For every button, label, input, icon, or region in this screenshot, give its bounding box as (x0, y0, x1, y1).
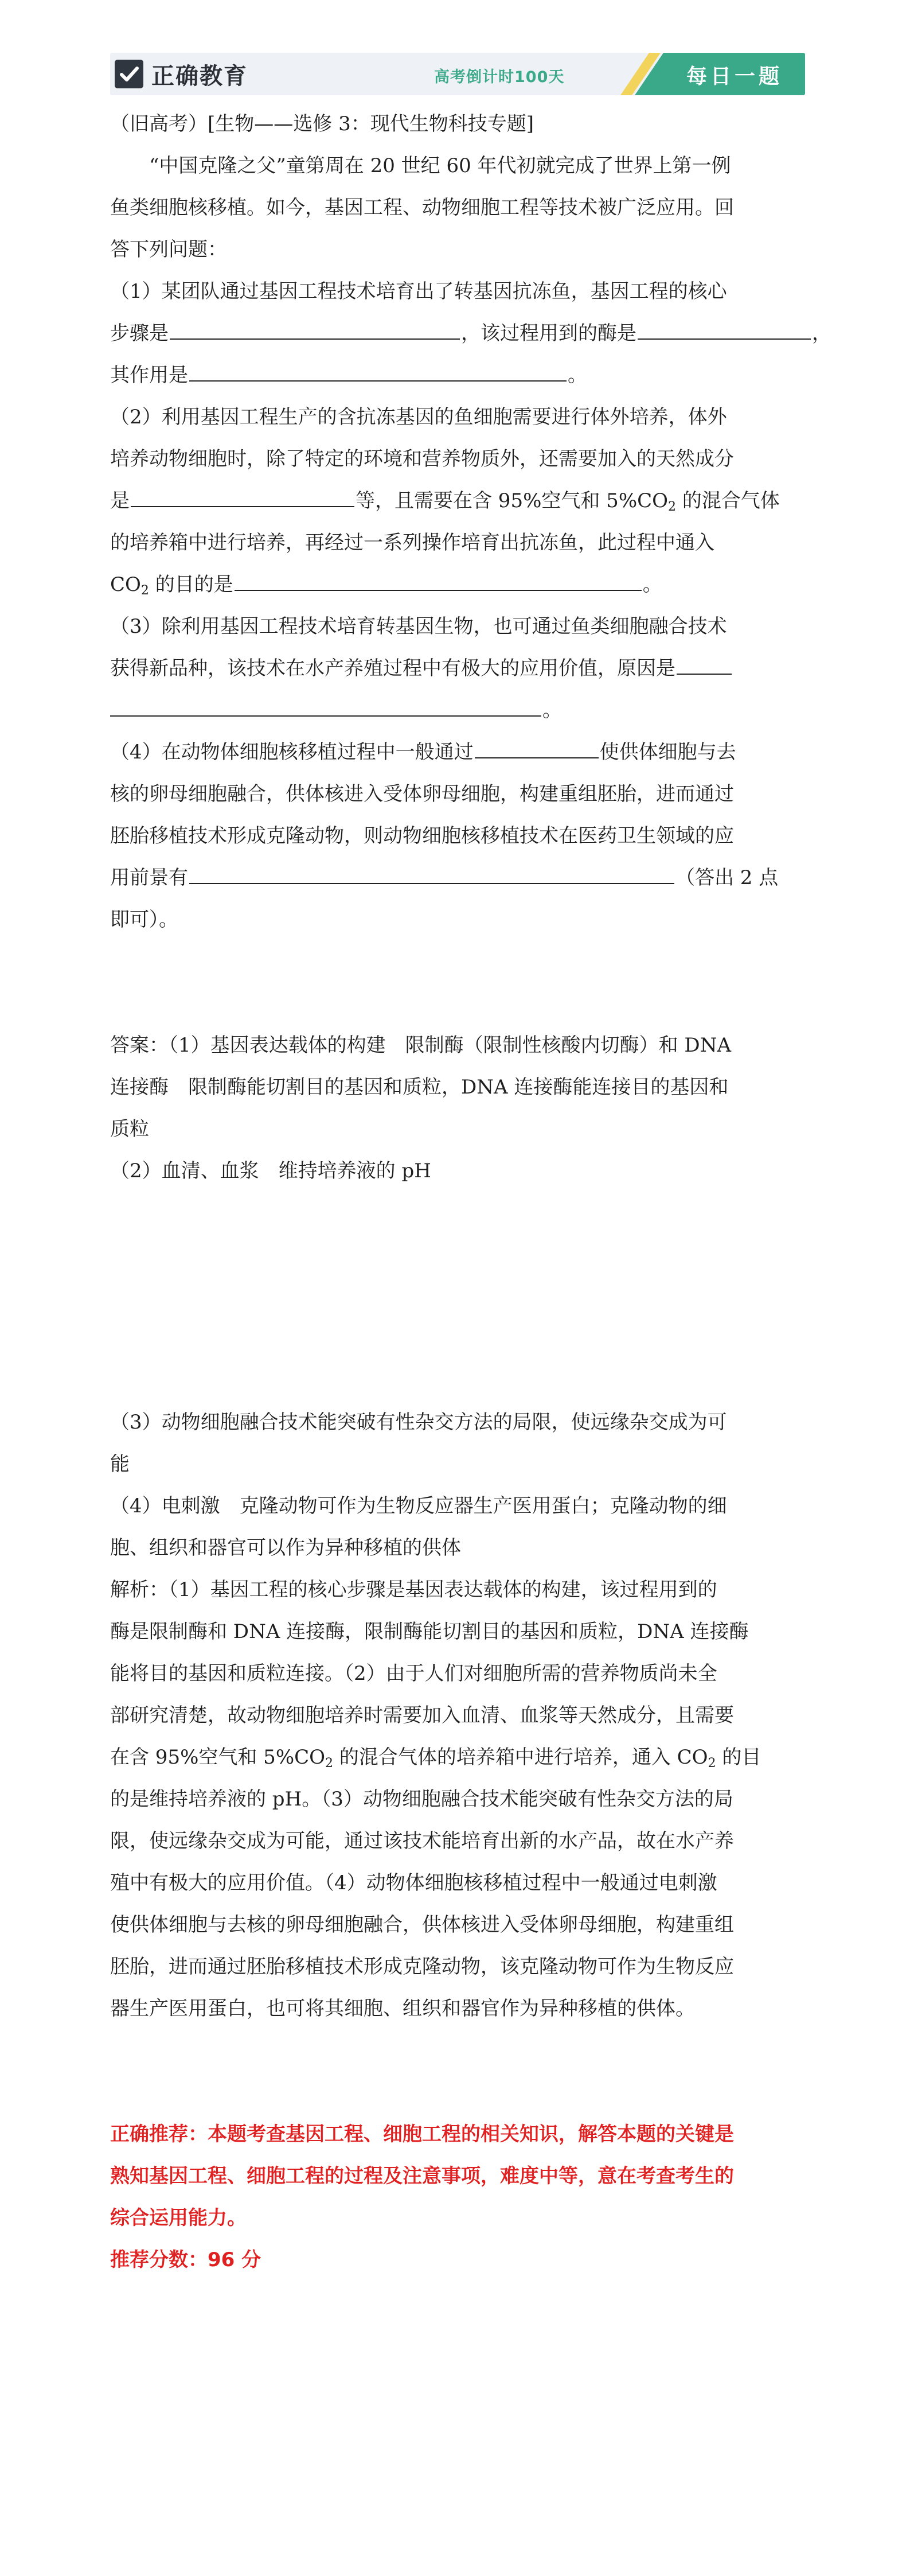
answer-blank[interactable] (638, 320, 811, 340)
answer-line: （2）血清、血浆 维持培养液的 pH (110, 1159, 431, 1182)
answer-blank[interactable] (110, 697, 541, 717)
answer-blank[interactable] (475, 739, 599, 758)
answer-blank[interactable] (677, 655, 732, 675)
answer-line: 连接酶 限制酶能切割目的基因和质粒，DNA 连接酶能连接目的基因和 (110, 1076, 729, 1099)
q2-text: 。 (642, 573, 662, 596)
q3-text: 获得新品种，该技术在水产养殖过程中有极大的应用价值，原因是 (110, 657, 675, 680)
brand-logo (115, 59, 248, 89)
answer-blank[interactable] (189, 865, 674, 884)
q2-text: 的混合气体 (676, 489, 780, 512)
q4-text: 使供体细胞与去 (599, 741, 736, 764)
analysis-line: 胚胎，进而通过胚胎移植技术形成克隆动物，该克隆动物可作为生物反应 (110, 1955, 734, 1978)
q4-line: 胚胎移植技术形成克隆动物，则动物细胞核移植技术在医药卫生领域的应 (110, 824, 734, 847)
spacer (110, 1234, 805, 1276)
question-source: （旧高考）[生物——选修 3：现代生物科技专题] (110, 112, 534, 135)
q4-line: 核的卵母细胞融合，供体核进入受体卵母细胞，构建重组胚胎，进而通过 (110, 783, 734, 806)
q3-text: 。 (542, 699, 562, 722)
q1-line (110, 313, 831, 355)
analysis-line: 限，使远缘杂交成为可能，通过该技术能培育出新的水产品，故在水产养 (110, 1830, 734, 1853)
question-content (110, 103, 831, 2281)
q1-line: （1）某团队通过基因工程技术培育出了转基因抗冻鱼，基因工程的核心 (110, 280, 727, 303)
answer-blank[interactable] (131, 488, 354, 507)
recommend-line: 熟知基因工程、细胞工程的过程及注意事项，难度中等，意在考查考生的 (110, 2165, 734, 2188)
daily-question-label: 每日一题 (686, 65, 783, 88)
q3-line: （3）除利用基因工程技术培育转基因生物，也可通过鱼类细胞融合技术 (110, 615, 727, 638)
q2-text: 的目的是 (149, 573, 233, 596)
recommend-score: 推荐分数：96 分 (110, 2248, 261, 2271)
answer-line: 质粒 (110, 1118, 149, 1141)
analysis-line: 能将目的基因和质粒连接。（2）由于人们对细胞所需的营养物质尚未全 (110, 1662, 717, 1685)
spacer (110, 1192, 805, 1234)
spacer (110, 1276, 805, 1318)
q4-text: 用前景有 (110, 866, 188, 889)
brand-name: 正确教育 (151, 63, 248, 90)
answer-line: （4）电刺激 克隆动物可作为生物反应器生产医用蛋白；克隆动物的细 (110, 1495, 727, 1517)
header-banner (110, 53, 805, 95)
subscript: 2 (325, 1756, 334, 1770)
subscript: 2 (140, 583, 149, 598)
analysis-line: 器生产医用蛋白，也可将其细胞、组织和器官作为异种移植的供体。 (110, 1997, 695, 2020)
q2-text: 是 (110, 489, 130, 512)
q2-line: 的培养箱中进行培养，再经过一系列操作培育出抗冻鱼，此过程中通入 (110, 531, 714, 554)
q4-line (110, 857, 805, 899)
answer-line: 能 (110, 1453, 130, 1476)
analysis-line: 的是维持培养液的 pH。（3）动物细胞融合技术能突破有性杂交方法的局 (110, 1788, 733, 1811)
intro-line: “中国克隆之父”童第周在 20 世纪 60 年代初就完成了世界上第一例 (149, 154, 731, 177)
spacer (110, 941, 805, 983)
q1-line (110, 355, 805, 396)
analysis-text: 的目 (716, 1746, 761, 1769)
spacer (110, 983, 805, 1025)
analysis-line: 使供体细胞与去核的卵母细胞融合，供体核进入受体卵母细胞，构建重组 (110, 1913, 734, 1936)
q2-text: 等，且需要在含 95%空气和 5%CO (356, 489, 669, 512)
countdown-text: 高考倒计时100天 (434, 68, 565, 86)
subscript: 2 (668, 500, 677, 514)
q2-line: 培养动物细胞时，除了特定的环境和营养物质外，还需要加入的天然成分 (110, 448, 734, 470)
q1-text: ，该过程用到的酶是 (461, 322, 636, 345)
q3-line (110, 690, 805, 731)
recommend-line: 综合运用能力。 (110, 2207, 247, 2229)
analysis-line: 酶是限制酶和 DNA 连接酶，限制酶能切割目的基因和质粒，DNA 连接酶 (110, 1620, 749, 1643)
q2-line (110, 480, 805, 522)
analysis-line: 殖中有极大的应用价值。（4）动物体细胞核移植过程中一般通过电刺激 (110, 1871, 717, 1894)
answer-line: 胞、组织和器官可以作为异种移植的供体 (110, 1536, 461, 1559)
spacer (110, 1360, 805, 1402)
answer-line: （3）动物细胞融合技术能突破有性杂交方法的局限，使远缘杂交成为可 (110, 1411, 727, 1434)
answer-line: 答案：（1）基因表达载体的构建 限制酶（限制性核酸内切酶）和 DNA (110, 1034, 732, 1057)
q4-text: （答出 2 点 (675, 866, 779, 889)
spacer (110, 1318, 805, 1360)
q4-text: （4）在动物体细胞核移植过程中一般通过 (110, 741, 474, 764)
analysis-text: 的混合气体的培养箱中进行培养，通入 CO (333, 1746, 708, 1769)
q2-line (110, 564, 805, 606)
q4-line: 即可）。 (110, 908, 178, 931)
q2-text: CO (110, 573, 141, 596)
spacer (110, 2030, 805, 2072)
answer-blank[interactable] (189, 362, 567, 382)
analysis-line (110, 1737, 805, 1779)
intro-line: 鱼类细胞核移植。如今，基因工程、动物细胞工程等技术被广泛应用。回 (110, 196, 734, 219)
recommend-line: 正确推荐：本题考查基因工程、细胞工程的相关知识，解答本题的关键是 (110, 2123, 734, 2146)
intro-line: 答下列问题： (110, 238, 227, 261)
answer-blank[interactable] (170, 320, 460, 340)
q1-text: 其作用是 (110, 364, 188, 387)
q3-line (110, 648, 805, 690)
q1-text: 。 (568, 364, 587, 387)
analysis-text: 在含 95%空气和 5%CO (110, 1746, 326, 1769)
analysis-line: 部研究清楚，故动物细胞培养时需要加入血清、血浆等天然成分，且需要 (110, 1704, 734, 1727)
q2-line: （2）利用基因工程生产的含抗冻基因的鱼细胞需要进行体外培养，体外 (110, 406, 727, 429)
q1-text: 步骤是 (110, 322, 169, 345)
analysis-line: 解析：（1）基因工程的核心步骤是基因表达载体的构建，该过程用到的 (110, 1578, 717, 1601)
q1-text: ， (812, 322, 831, 345)
answer-blank[interactable] (235, 571, 642, 591)
subscript: 2 (708, 1756, 716, 1770)
checkmark-icon (115, 60, 143, 88)
q4-line (110, 731, 805, 773)
spacer (110, 2072, 805, 2114)
